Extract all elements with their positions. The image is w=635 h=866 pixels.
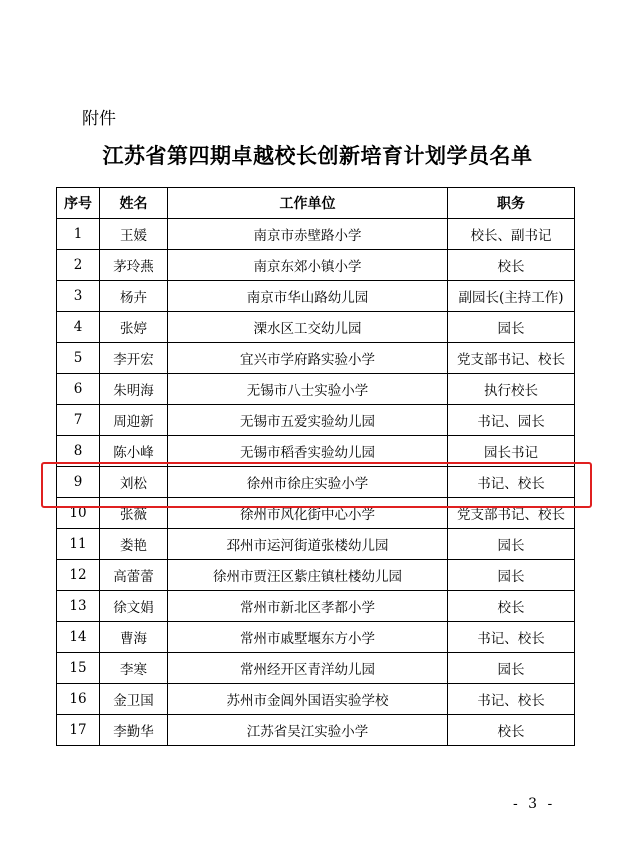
cell-position: 校长、副书记 — [448, 219, 575, 250]
cell-name: 张薇 — [100, 498, 168, 529]
cell-index: 2 — [57, 250, 100, 281]
cell-name: 王媛 — [100, 219, 168, 250]
cell-name: 杨卉 — [100, 281, 168, 312]
table-row — [57, 312, 575, 343]
roster-table — [56, 187, 575, 746]
cell-name: 周迎新 — [100, 405, 168, 436]
cell-name: 金卫国 — [100, 684, 168, 715]
cell-position: 党支部书记、校长 — [448, 498, 575, 529]
table-row — [57, 715, 575, 746]
cell-name: 李开宏 — [100, 343, 168, 374]
cell-index: 5 — [57, 343, 100, 374]
cell-position: 园长 — [448, 312, 575, 343]
cell-position: 园长书记 — [448, 436, 575, 467]
cell-name: 张婷 — [100, 312, 168, 343]
table-row — [57, 622, 575, 653]
cell-workplace: 苏州市金阊外国语实验学校 — [168, 684, 448, 715]
cell-position: 党支部书记、校长 — [448, 343, 575, 374]
cell-workplace: 溧水区工交幼儿园 — [168, 312, 448, 343]
table-row — [57, 250, 575, 281]
cell-index: 12 — [57, 560, 100, 591]
cell-position: 园长 — [448, 529, 575, 560]
cell-index: 17 — [57, 715, 100, 746]
cell-index: 11 — [57, 529, 100, 560]
cell-name: 李勤华 — [100, 715, 168, 746]
cell-position: 校长 — [448, 250, 575, 281]
cell-workplace: 南京市华山路幼儿园 — [168, 281, 448, 312]
cell-index: 13 — [57, 591, 100, 622]
header-name: 姓名 — [100, 188, 168, 219]
header-position: 职务 — [448, 188, 575, 219]
cell-name: 曹海 — [100, 622, 168, 653]
table-row — [57, 653, 575, 684]
cell-workplace: 常州市新北区孝都小学 — [168, 591, 448, 622]
cell-workplace: 徐州市风化街中心小学 — [168, 498, 448, 529]
cell-workplace: 常州经开区青洋幼儿园 — [168, 653, 448, 684]
table-header-row — [57, 188, 575, 219]
table-body — [57, 219, 575, 746]
cell-index: 6 — [57, 374, 100, 405]
cell-position: 副园长(主持工作) — [448, 281, 575, 312]
cell-workplace: 邳州市运河街道张楼幼儿园 — [168, 529, 448, 560]
table-row — [57, 219, 575, 250]
cell-position: 书记、校长 — [448, 684, 575, 715]
attachment-label: 附件 — [82, 109, 116, 129]
cell-position: 园长 — [448, 653, 575, 684]
table-row — [57, 591, 575, 622]
cell-name: 徐文娟 — [100, 591, 168, 622]
cell-position: 执行校长 — [448, 374, 575, 405]
cell-name: 茅玲燕 — [100, 250, 168, 281]
cell-name: 陈小峰 — [100, 436, 168, 467]
cell-index: 7 — [57, 405, 100, 436]
table-row — [57, 529, 575, 560]
cell-name: 李寒 — [100, 653, 168, 684]
cell-workplace: 宜兴市学府路实验小学 — [168, 343, 448, 374]
page-number: - 3 - — [513, 796, 556, 812]
table-row — [57, 498, 575, 529]
table-row — [57, 281, 575, 312]
cell-position: 书记、校长 — [448, 467, 575, 498]
cell-workplace: 南京东郊小镇小学 — [168, 250, 448, 281]
cell-workplace: 无锡市八士实验小学 — [168, 374, 448, 405]
cell-index: 3 — [57, 281, 100, 312]
document-title: 江苏省第四期卓越校长创新培育计划学员名单 — [102, 144, 533, 168]
table-row — [57, 343, 575, 374]
table-row — [57, 436, 575, 467]
cell-workplace: 常州市戚墅堰东方小学 — [168, 622, 448, 653]
cell-name: 高蕾蕾 — [100, 560, 168, 591]
cell-workplace: 无锡市五爱实验幼儿园 — [168, 405, 448, 436]
cell-index: 4 — [57, 312, 100, 343]
cell-name: 娄艳 — [100, 529, 168, 560]
cell-index: 8 — [57, 436, 100, 467]
table-row — [57, 374, 575, 405]
cell-workplace: 无锡市稻香实验幼儿园 — [168, 436, 448, 467]
cell-name: 刘松 — [100, 467, 168, 498]
cell-index: 16 — [57, 684, 100, 715]
table-row — [57, 560, 575, 591]
cell-workplace: 徐州市徐庄实验小学 — [168, 467, 448, 498]
cell-workplace: 南京市赤壁路小学 — [168, 219, 448, 250]
cell-index: 15 — [57, 653, 100, 684]
cell-name: 朱明海 — [100, 374, 168, 405]
cell-workplace: 徐州市贾汪区紫庄镇杜楼幼儿园 — [168, 560, 448, 591]
cell-position: 书记、校长 — [448, 622, 575, 653]
cell-position: 园长 — [448, 560, 575, 591]
cell-index: 9 — [57, 467, 100, 498]
cell-position: 书记、园长 — [448, 405, 575, 436]
table-row — [57, 405, 575, 436]
cell-position: 校长 — [448, 715, 575, 746]
cell-workplace: 江苏省吴江实验小学 — [168, 715, 448, 746]
cell-index: 10 — [57, 498, 100, 529]
cell-position: 校长 — [448, 591, 575, 622]
header-workplace: 工作单位 — [168, 188, 448, 219]
cell-index: 14 — [57, 622, 100, 653]
table-row — [57, 467, 575, 498]
cell-index: 1 — [57, 219, 100, 250]
header-index: 序号 — [57, 188, 100, 219]
table-row — [57, 684, 575, 715]
